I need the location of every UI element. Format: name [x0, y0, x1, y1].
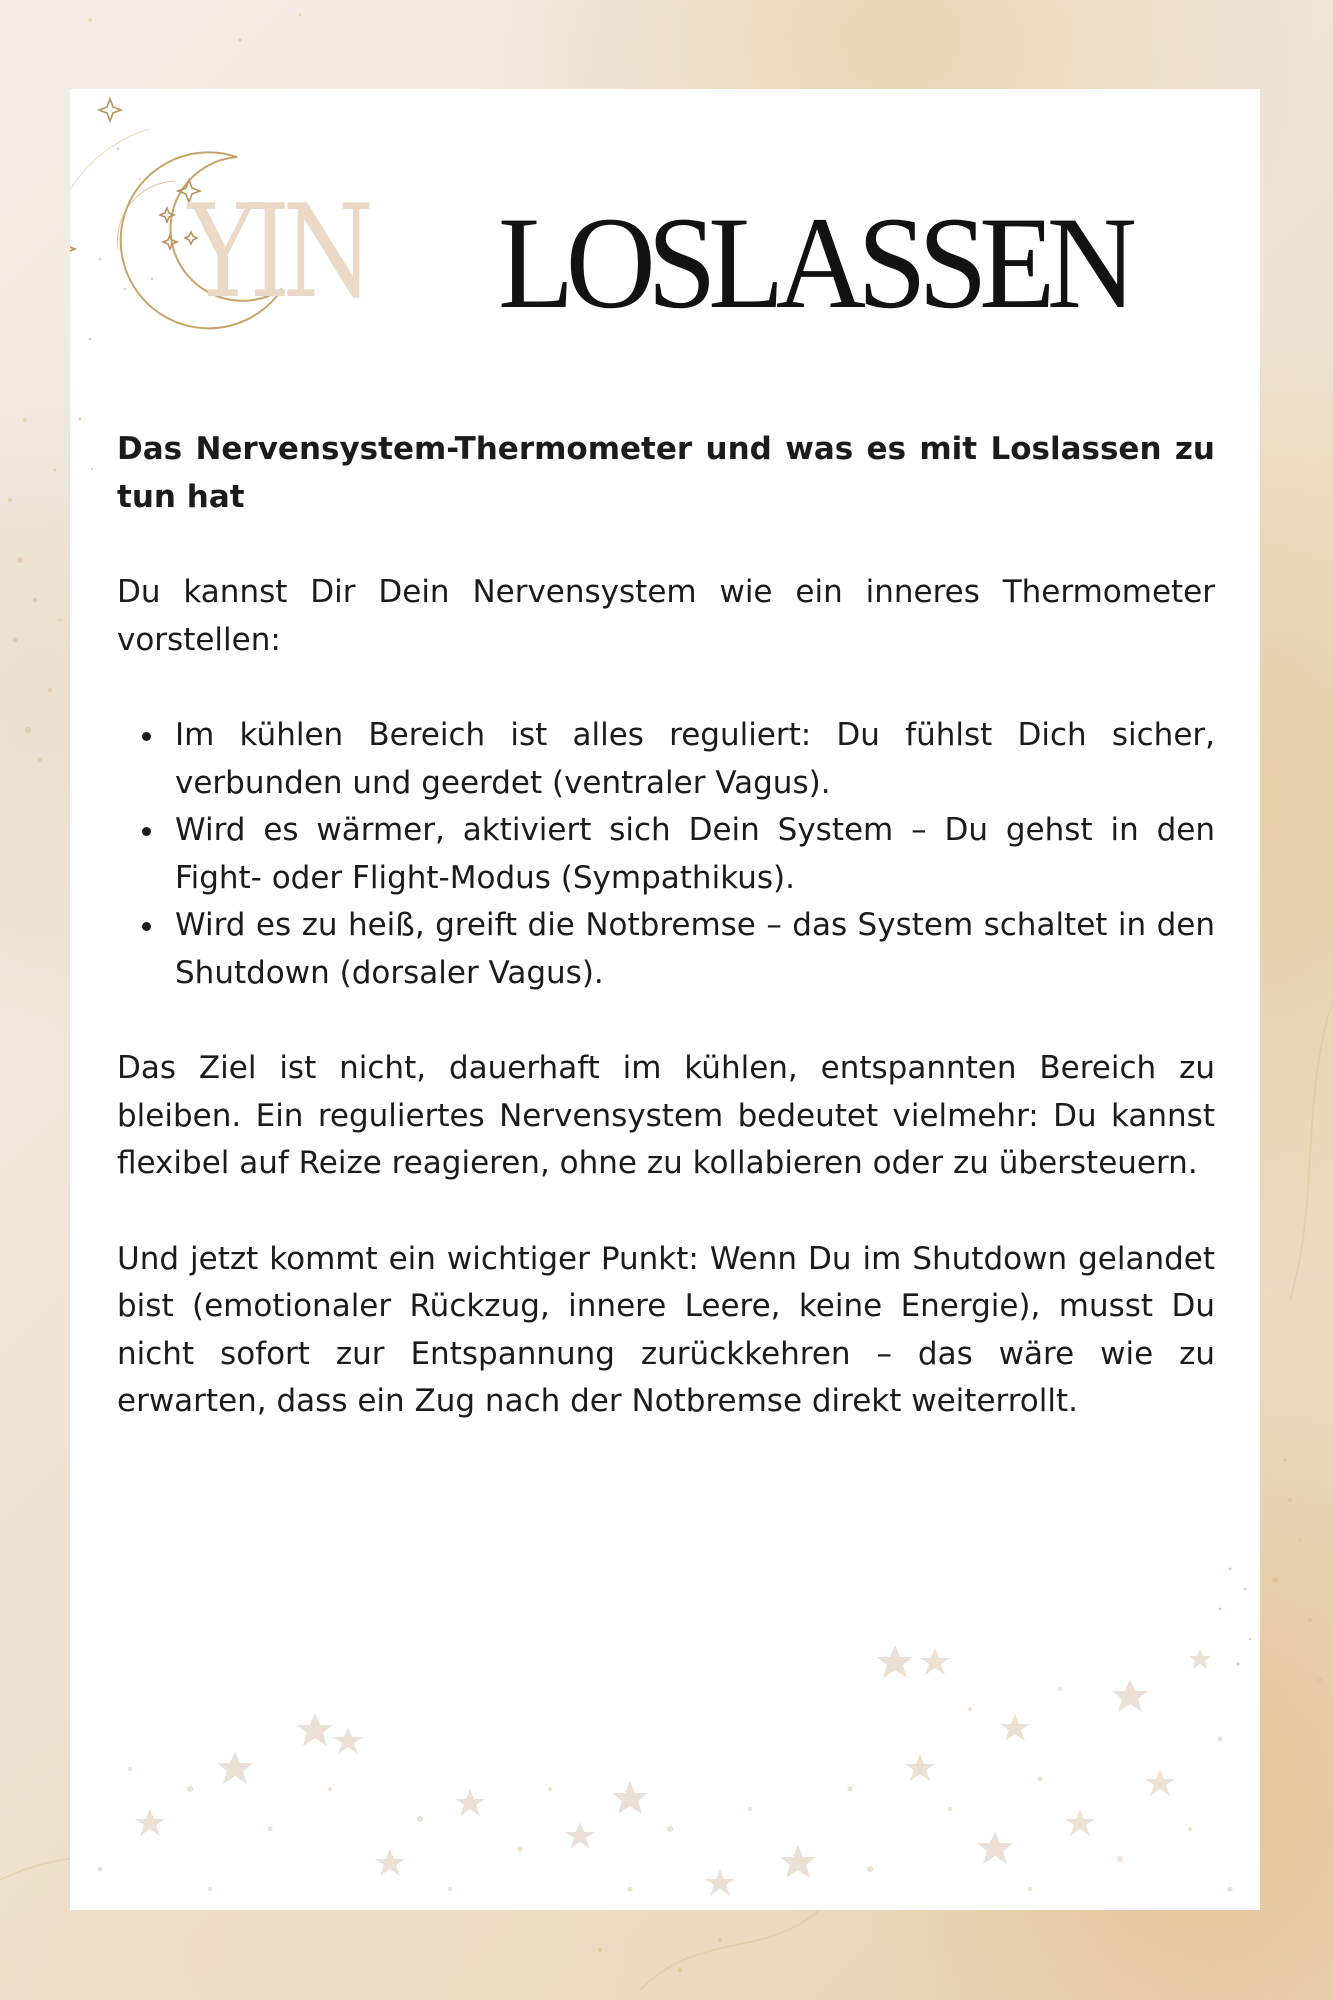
- list-item: [117, 712, 1215, 807]
- list-item-text: Wird es wärmer, aktiviert sich Dein System – Du gehst in den Fight- oder Flight-Modus (Sympathikus).: [175, 812, 1215, 896]
- list-item-text: Im kühlen Bereich ist alles reguliert: Du fühlst Dich sicher, verbunden und geerdet (ventraler Vagus).: [175, 717, 1215, 801]
- section-heading: Das Nervensystem-Thermometer und was es mit Loslassen zu tun hat: [117, 431, 1215, 515]
- list-item: [117, 902, 1215, 997]
- sparkle-icon: [70, 99, 200, 260]
- intro-paragraph: Du kannst Dir Dein Nervensystem wie ein inneres Thermometer vorstellen:: [117, 574, 1215, 658]
- article-body: [117, 426, 1215, 1426]
- star-icon: [135, 1645, 1211, 1896]
- bullet-icon: [142, 732, 151, 741]
- body-paragraph: Das Ziel ist nicht, dauerhaft im kühlen, entspannten Bereich zu bleiben. Ein reguliertes Nervensystem bedeutet vielmehr: Du kannst flexibel auf Reize reagieren, ohne zu kollabieren oder zu übersteuern.: [117, 1050, 1215, 1181]
- bullet-list: [117, 712, 1215, 997]
- yin-label: YIN: [188, 178, 366, 327]
- content-card: [70, 89, 1260, 1910]
- page-title: LOSLASSEN: [498, 189, 1129, 336]
- list-item: [117, 807, 1215, 902]
- bullet-icon: [142, 922, 151, 931]
- bullet-icon: [142, 827, 151, 836]
- body-paragraph: Und jetzt kommt ein wichtiger Punkt: Wenn Du im Shutdown gelandet bist (emotionaler Rückzug, innere Leere, keine Energie), musst Du nicht sofort zur Entspannung zurückkehren – das wäre wie zu erwarten, dass ein Zug nach der Notbremse direkt weiterrollt.: [117, 1240, 1215, 1419]
- list-item-text: Wird es zu heiß, greift die Notbremse – das System schaltet in den Shutdown (dorsaler Vagus).: [175, 907, 1215, 991]
